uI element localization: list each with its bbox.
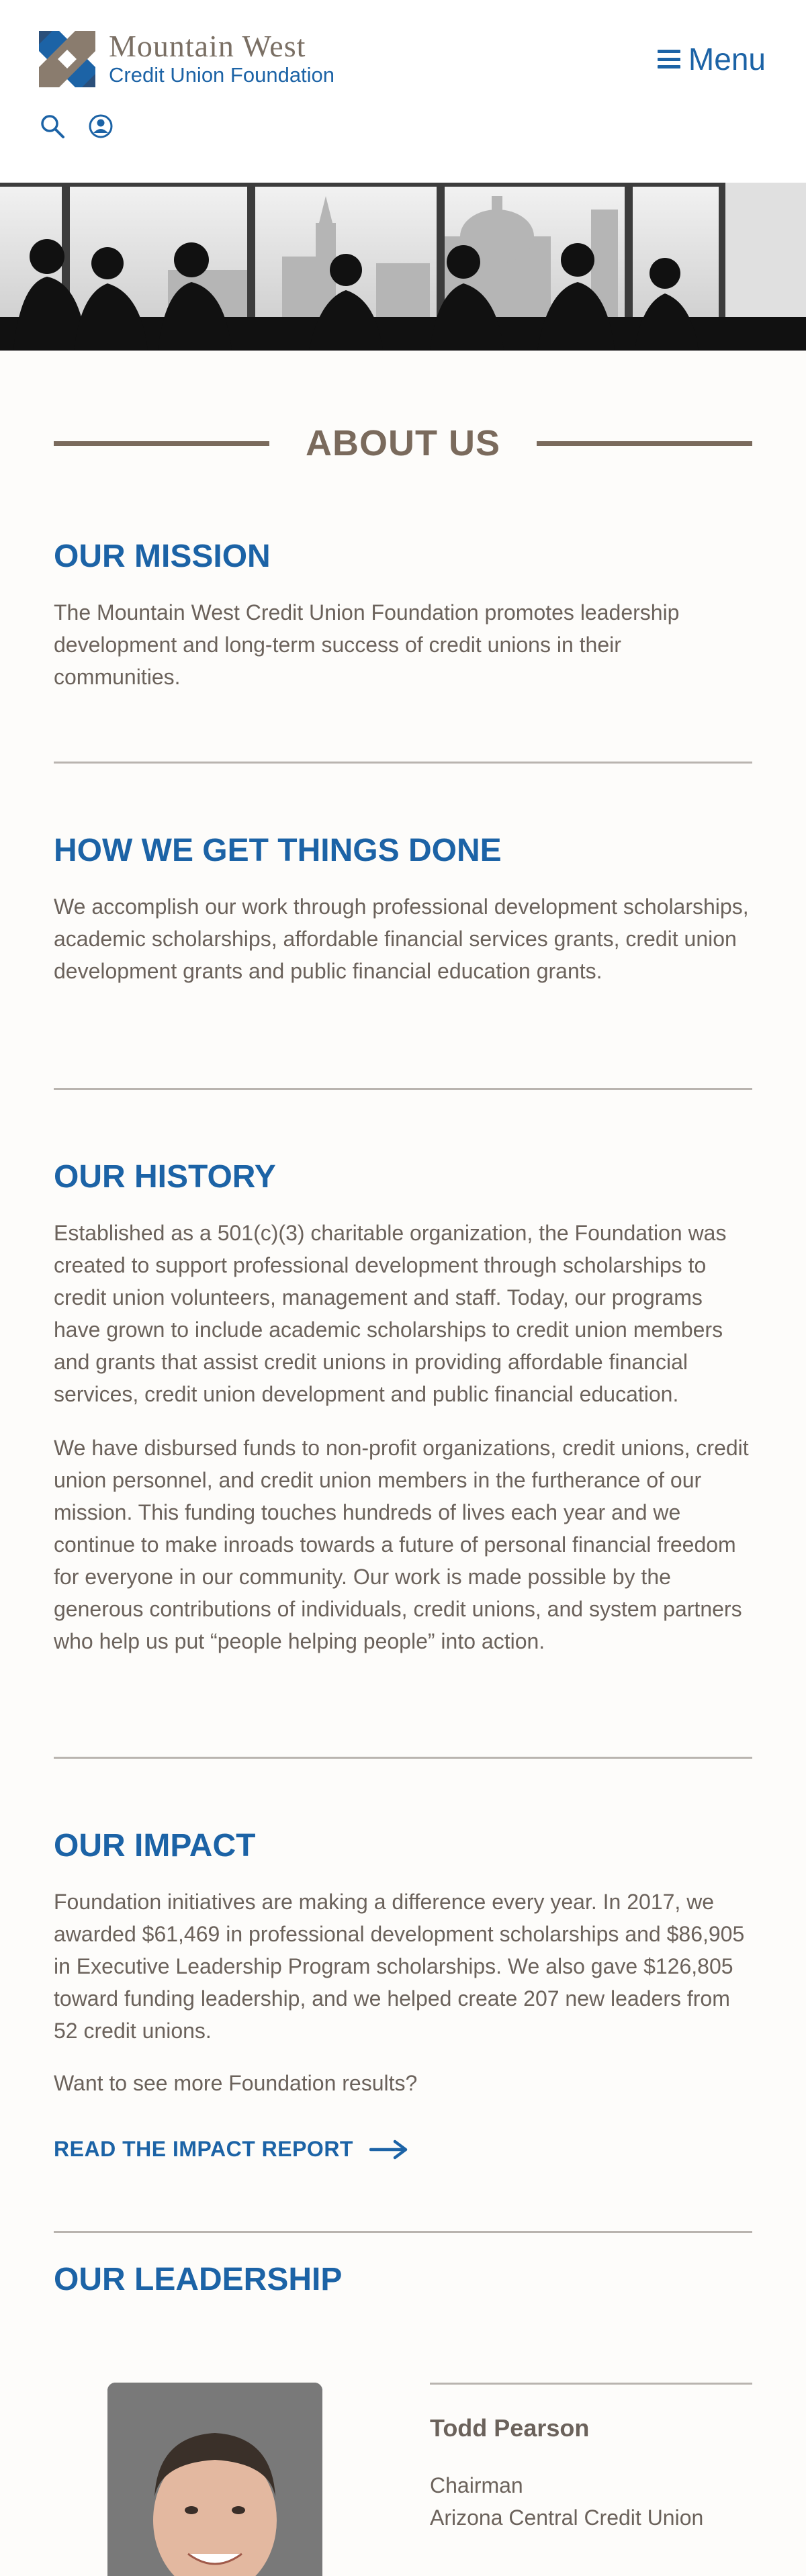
menu-button[interactable] [658, 40, 766, 78]
leader-divider [430, 2383, 752, 2385]
impact-section [54, 1827, 752, 2162]
hero-photo [0, 183, 806, 351]
leadership-heading: OUR LEADERSHIP [54, 2262, 343, 2297]
search-icon[interactable] [39, 113, 66, 140]
history-section [54, 1158, 752, 1657]
leader-portrait [107, 2383, 322, 2576]
hero-image [0, 183, 806, 351]
about-us-heading [54, 416, 752, 470]
impact-report-link[interactable] [54, 2137, 752, 2162]
mission-heading: OUR MISSION [54, 539, 271, 574]
how-text: We accomplish our work through professional development scholarships, academic scholarships, affordable financial services grants, credit union development grants and public financial education grants. [54, 894, 749, 983]
site-logo[interactable] [39, 31, 334, 87]
how-section [54, 831, 752, 987]
history-text-2: We have disbursed funds to non-profit organizations, credit unions, credit union personnel, and credit union members in the furtherance of our mission. This funding touches hundreds of lives each year and we continue to make inroads towards a future of personal financial freedom for everyone in our community. Our work is made possible by the generous contributions of individuals, credit unions, and system partners who help us put “people helping people” into action. [54, 1436, 749, 1653]
leader-title: Chairman [430, 2473, 523, 2497]
history-text-1: Established as a 501(c)(3) charitable organization, the Foundation was created to support professional development through scholarships to credit union volunteers, management and staff. Today, our programs have grown to include academic scholarships to credit union members and grants that assist credit unions in providing affordable financial services, credit union development and public financial education. [54, 1221, 727, 1406]
section-divider [54, 1088, 752, 1090]
page-title: ABOUT US [306, 423, 500, 463]
utility-icons [39, 113, 114, 140]
impact-text: Foundation initiatives are making a difference every year. In 2017, we awarded $61,469 in professional development scholarships and $86,905 in Executive Leadership Program scholarships. We also gave $126,805 toward funding leadership, and we helped create 207 new leaders from 52 credit unions. [54, 1890, 745, 2043]
impact-question: Want to see more Foundation results? [54, 2071, 418, 2095]
leader-name: Todd Pearson [430, 2414, 590, 2442]
site-header [0, 0, 806, 183]
user-icon[interactable] [87, 113, 114, 140]
section-divider [54, 762, 752, 764]
history-heading: OUR HISTORY [54, 1159, 276, 1195]
impact-heading: OUR IMPACT [54, 1828, 256, 1864]
leader-photo [107, 2383, 322, 2576]
arrow-right-icon [369, 2140, 408, 2160]
leader-organization: Arizona Central Credit Union [430, 2505, 704, 2530]
mission-text: The Mountain West Credit Union Foundation promotes leadership development and long-term success of credit unions in their communities. [54, 600, 680, 689]
section-divider [54, 2231, 752, 2233]
heading-rule-left [54, 441, 269, 446]
menu-label: Menu [688, 42, 766, 77]
section-divider [54, 1757, 752, 1759]
logo-title: Mountain West [109, 29, 306, 63]
logo-mark-icon [39, 31, 95, 87]
hamburger-icon [658, 50, 680, 68]
logo-subtitle: Credit Union Foundation [109, 63, 335, 87]
heading-rule-right [537, 441, 752, 446]
leadership-section [54, 2260, 752, 2299]
how-heading: HOW WE GET THINGS DONE [54, 833, 502, 868]
mission-section [54, 537, 752, 693]
impact-report-label: READ THE IMPACT REPORT [54, 2137, 353, 2161]
leader-card [430, 2383, 752, 2534]
